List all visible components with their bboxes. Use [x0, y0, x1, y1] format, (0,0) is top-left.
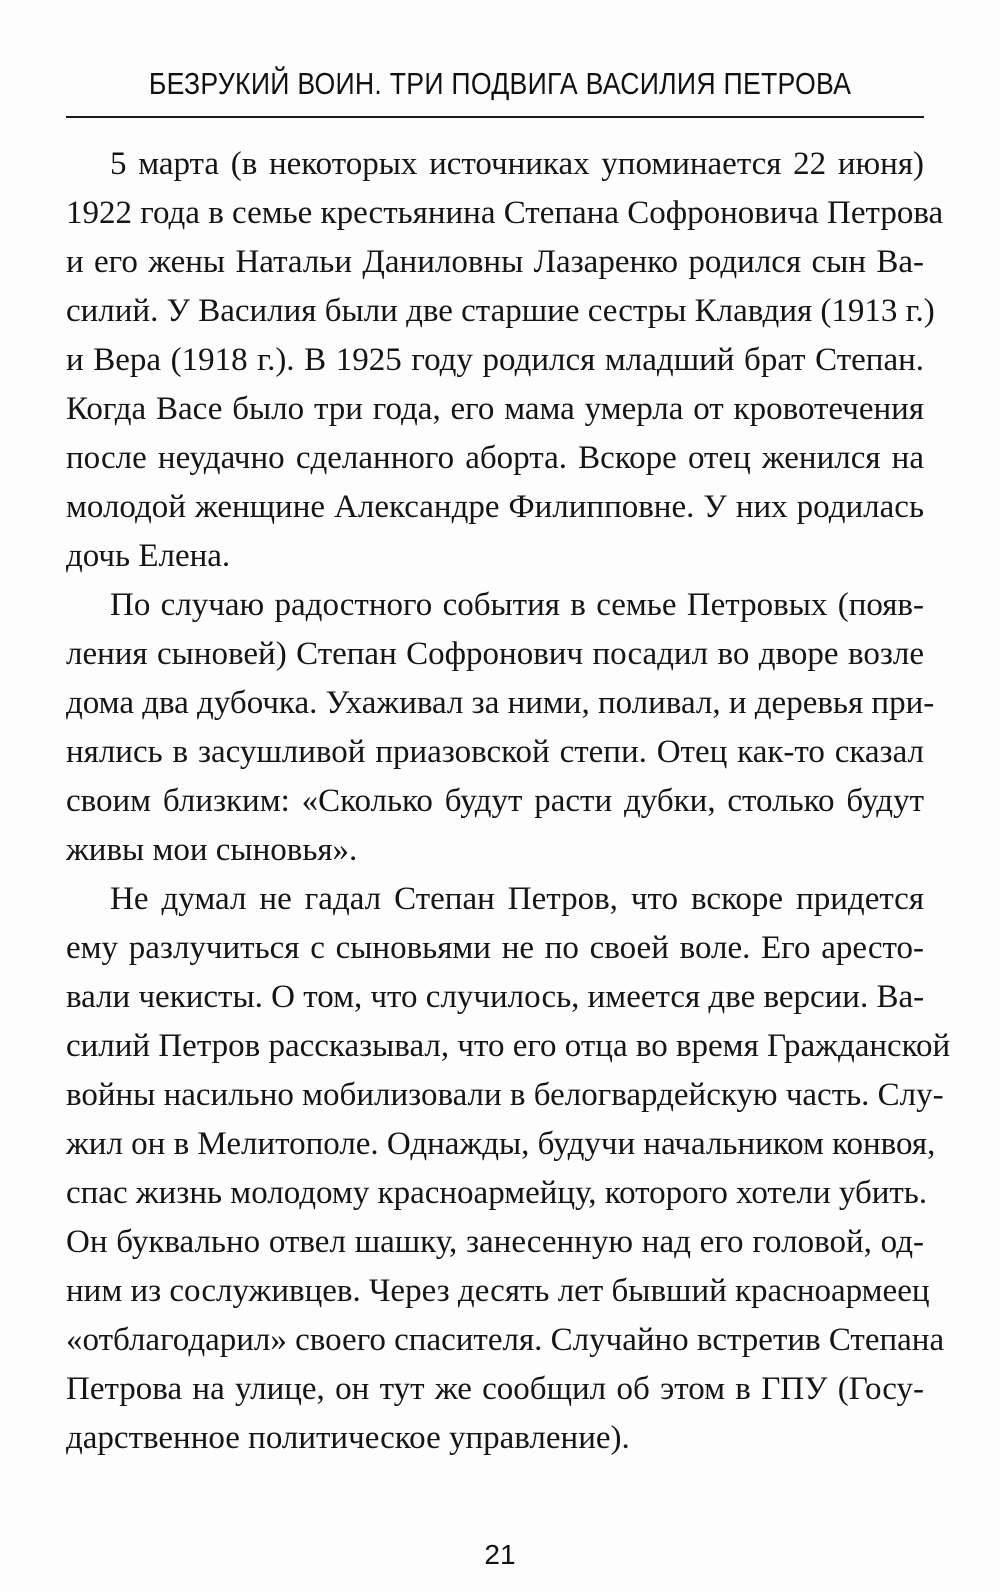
text-line: молодой женщине Александре Филипповне. У них родилась	[66, 489, 924, 525]
text-line: войны насильно мобилизовали в белогвардейскую часть. Слу-	[66, 1077, 944, 1113]
text-line: Не думал не гадал Степан Петров, что вскоре придется	[110, 881, 924, 917]
text-line: живы мои сыновья».	[66, 832, 358, 868]
text-line: спас жизнь молодому красноармейцу, которого хотели убить.	[66, 1175, 928, 1211]
paragraph-3	[66, 875, 951, 1463]
body-text	[66, 140, 951, 1463]
text-line: вали чекисты. О том, что случилось, имеется две версии. Ва-	[66, 979, 925, 1015]
page-number: 21	[484, 1539, 516, 1570]
paragraph-2	[66, 581, 935, 875]
text-line: ним из сослуживцев. Через десять лет бывший красноармеец	[66, 1273, 930, 1309]
text-line: дочь Елена.	[66, 538, 231, 574]
text-line: 5 марта (в некоторых источниках упоминается 22 июня)	[110, 146, 924, 182]
header-rule	[66, 116, 924, 118]
text-line: и его жены Натальи Даниловны Лазаренко родился сын Ва-	[66, 244, 924, 280]
text-line: силий Петров рассказывал, что его отца во время Гражданской	[66, 1028, 951, 1064]
paragraph-1	[66, 140, 944, 581]
text-line: Петрова на улице, он тут же сообщил об этом в ГПУ (Госу-	[66, 1371, 924, 1407]
text-line: и Вера (1918 г.). В 1925 году родился младший брат Степан.	[66, 342, 924, 378]
text-line: нялись в засушливой приазовской степи. Отец как-то сказал	[66, 734, 924, 770]
text-line: после неудачно сделанного аборта. Вскоре отец женился на	[66, 440, 924, 476]
text-line: 1922 года в семье крестьянина Степана Софроновича Петрова	[66, 195, 944, 231]
text-line: По случаю радостного события в семье Петровых (появ-	[110, 587, 924, 623]
running-head-title: БЕЗРУКИЙ ВОИН. ТРИ ПОДВИГА ВАСИЛИЯ ПЕТРОВА	[148, 66, 852, 101]
text-line: силий. У Василия были две старшие сестры Клавдия (1913 г.)	[66, 293, 935, 329]
text-line: Когда Васе было три года, его мама умерла от кровотечения	[66, 391, 924, 427]
text-line: Он буквально отвел шашку, занесенную над его головой, од-	[66, 1224, 924, 1260]
text-line: жил он в Мелитополе. Однажды, будучи начальником конвоя,	[66, 1126, 936, 1162]
text-line: дома два дубочка. Ухаживал за ними, поливал, и деревья при-	[66, 685, 935, 721]
text-line: своим близким: «Сколько будут расти дубки, столько будут	[66, 783, 924, 819]
text-line: «отблагодарил» своего спасителя. Случайно встретив Степана	[66, 1322, 945, 1358]
text-line: ему разлучиться с сыновьями не по своей воле. Его аресто-	[66, 930, 924, 966]
text-line: ления сыновей) Степан Софронович посадил во дворе возле	[66, 636, 924, 672]
text-line: дарственное политическое управление).	[66, 1420, 630, 1456]
